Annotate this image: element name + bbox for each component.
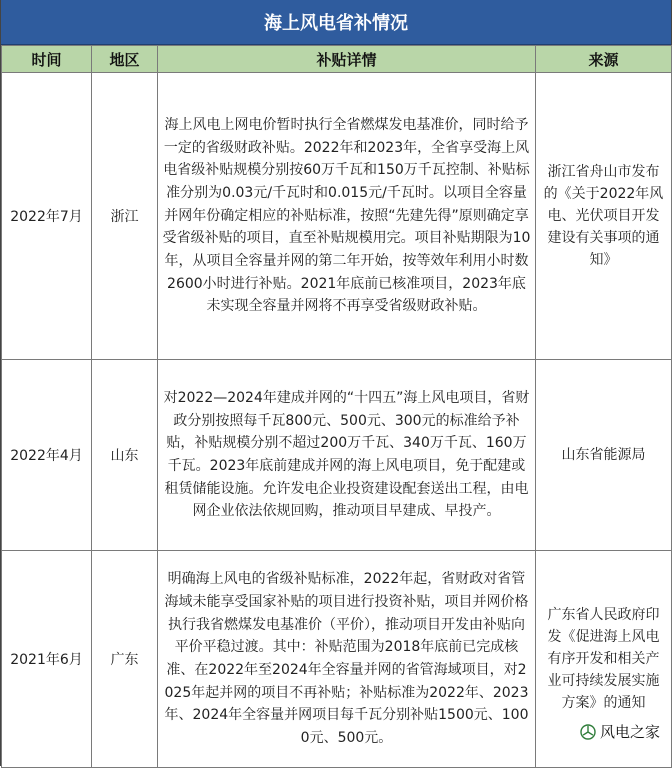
header-time: 时间	[2, 46, 92, 73]
cell-detail: 对2022—2024年建成并网的“十四五”海上风电项目，省财政分别按照每千瓦800元、500元、300元的标准给予补贴，补贴规模分别不超过200万千瓦、340万千瓦、160万千瓦。2023年底前建成并网的海上风电项目，免于配建或租赁储能设施。允许发电企业投资建设配套送出工程，由电网企业依法依规回购，推动项目早建成、早投产。	[158, 360, 536, 551]
watermark	[578, 721, 662, 742]
wind-turbine-icon	[580, 724, 596, 740]
cell-detail: 海上风电上网电价暂时执行全省燃煤发电基准价，同时给予一定的省级财政补贴。2022年和2023年，全省享受海上风电省级补贴规模分别按60万千瓦和150万千瓦控制、补贴标准分别为0.03元/千瓦时和0.015元/千瓦时。以项目全容量并网年份确定相应的补贴标准，按照“先建先得”原则确定享受省级补贴的项目，直至补贴规模用完。项目补贴期限为10年，从项目全容量并网的第二年开始，按等效年利用小时数2600小时进行补贴。2021年底前已核准项目，2023年底未实现全容量并网将不再享受省级财政补贴。	[158, 73, 536, 360]
cell-source: 浙江省舟山市发布的《关于2022年风电、光伏项目开发建设有关事项的通知》	[536, 73, 672, 360]
cell-source: 广东省人民政府印发《促进海上风电有序开发和相关产业可持续发展实施方案》的通知	[536, 551, 672, 768]
cell-region: 山东	[92, 360, 158, 551]
table-row-shandong	[2, 360, 672, 551]
table-row-zhejiang	[2, 73, 672, 360]
cell-source: 山东省能源局	[536, 360, 672, 551]
watermark-text: 风电之家	[599, 723, 660, 741]
subsidy-table	[1, 45, 672, 768]
header-detail: 补贴详情	[158, 46, 536, 73]
cell-time: 2022年4月	[2, 360, 92, 551]
cell-time: 2022年7月	[2, 73, 92, 360]
cell-region: 浙江	[92, 73, 158, 360]
cell-detail: 明确海上风电的省级补贴标准，2022年起，省财政对省管海域未能享受国家补贴的项目进行投资补贴，项目并网价格执行我省燃煤发电基准价（平价），推动项目开发由补贴向平价平稳过渡。其中：补贴范围为2018年底前已完成核准、在2022年至2024年全容量并网的省管海域项目，对2025年起并网的项目不再补贴；补贴标准为2022年、2023年、2024年全容量并网项目每千瓦分别补贴1500元、1000元、500元。	[158, 551, 536, 768]
table-title: 海上风电省补情况	[1, 0, 671, 45]
cell-region: 广东	[92, 551, 158, 768]
table-row-guangdong	[2, 551, 672, 768]
cell-time: 2021年6月	[2, 551, 92, 768]
header-source: 来源	[536, 46, 672, 73]
header-region: 地区	[92, 46, 158, 73]
header-row	[2, 46, 672, 73]
